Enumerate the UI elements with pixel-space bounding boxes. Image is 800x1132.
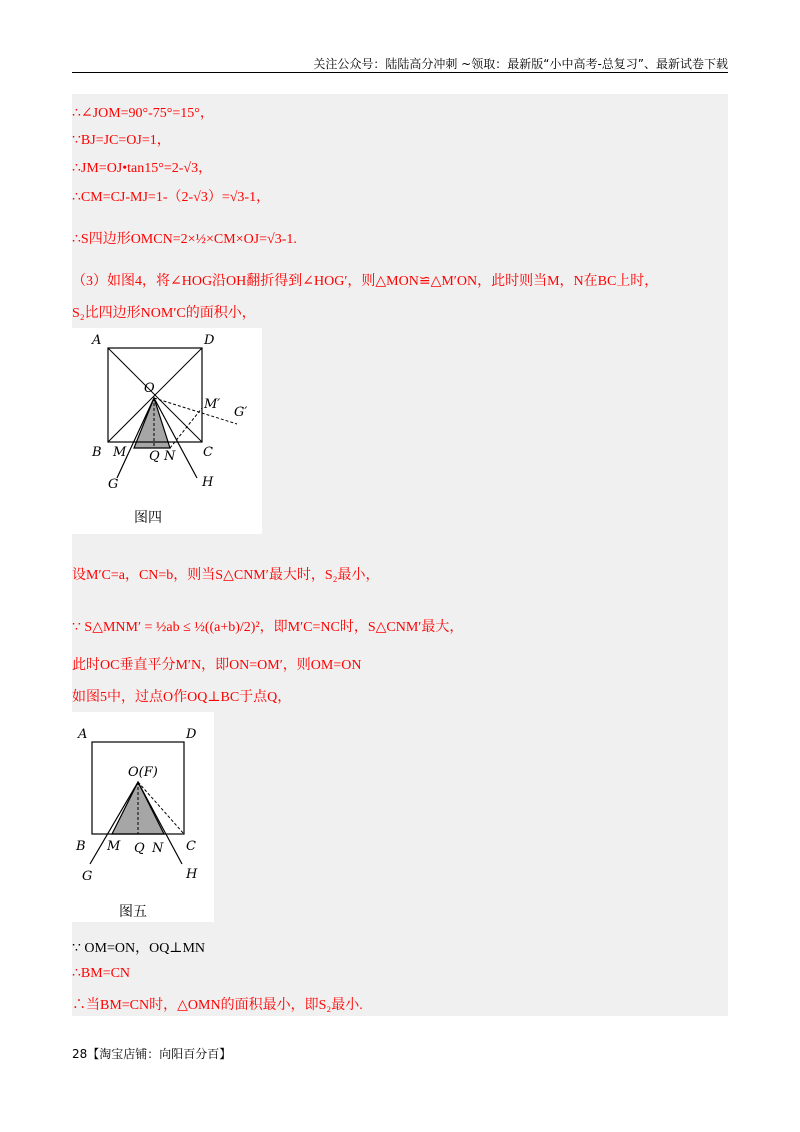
figure-4 bbox=[72, 328, 262, 534]
label-o-f: O(F) bbox=[128, 765, 158, 780]
solution-line-14: ∴当BM=CN时，△OMN的面积最小，即S₂最小. bbox=[72, 998, 363, 1013]
label-d: D bbox=[204, 333, 215, 348]
solution-line-5: ∴S四边形OMCN=2×½×CM×OJ=√3-1. bbox=[72, 232, 297, 247]
label-n: N bbox=[152, 841, 164, 856]
label-m: M bbox=[107, 839, 121, 854]
figure-4-caption: 图四 bbox=[134, 510, 162, 526]
label-m-prime: M′ bbox=[204, 397, 221, 412]
solution-line-9: ∵ S△MNM′ = ½ab ≤ ½((a+b)/2)²，即M′C=NC时，S△CNM′最大， bbox=[72, 620, 464, 635]
label-b: B bbox=[76, 839, 86, 854]
label-q: Q bbox=[134, 841, 145, 856]
label-q: Q bbox=[149, 449, 160, 464]
label-b: B bbox=[92, 445, 102, 460]
solution-line-12: ∵ OM=ON，OQ⊥MN bbox=[72, 941, 206, 956]
solution-line-2: ∵BJ=JC=OJ=1， bbox=[72, 133, 171, 148]
label-g: G bbox=[82, 869, 93, 884]
label-a: A bbox=[78, 727, 88, 742]
label-h: H bbox=[202, 475, 214, 490]
figure-5-caption: 图五 bbox=[119, 904, 147, 920]
solution-line-7: S₂比四边形NOM′C的面积小， bbox=[72, 306, 256, 321]
label-h: H bbox=[186, 867, 198, 882]
figure-5 bbox=[72, 712, 214, 922]
solution-line-1: ∴∠JOM=90°-75°=15°， bbox=[72, 106, 214, 121]
solution-panel bbox=[72, 94, 728, 1016]
solution-line-10: 此时OC垂直平分M′N，即ON=OM′，则OM=ON bbox=[72, 658, 362, 673]
figure-4-diagram bbox=[72, 328, 262, 534]
label-a: A bbox=[92, 333, 102, 348]
label-o: O bbox=[144, 381, 155, 396]
page-header: 关注公众号：陆陆高分冲刺 ~领取：最新版“小中高考-总复习”、最新试卷下载 bbox=[313, 57, 728, 71]
solution-line-11: 如图5中，过点O作OQ⊥BC于点Q， bbox=[72, 690, 292, 705]
label-n: N bbox=[164, 449, 176, 464]
label-c: C bbox=[186, 839, 196, 854]
solution-line-4: ∴CM=CJ-MJ=1-（2-√3）=√3-1， bbox=[72, 190, 271, 205]
solution-line-3: ∴JM=OJ•tan15°=2-√3， bbox=[72, 161, 213, 176]
solution-line-8: 设M′C=a，CN=b，则当S△CNM′最大时，S₂最小， bbox=[72, 568, 380, 583]
label-g: G bbox=[108, 477, 119, 492]
solution-line-13: ∴BM=CN bbox=[72, 966, 131, 981]
label-c: C bbox=[203, 445, 213, 460]
shaded-triangle-omn bbox=[134, 398, 170, 448]
label-m: M bbox=[113, 445, 127, 460]
solution-line-6: （3）如图4，将∠HOG沿OH翻折得到∠HOG′，则△MON≌△M′ON，此时则当M，N在BC上时， bbox=[72, 274, 659, 289]
header-divider bbox=[72, 72, 728, 73]
label-g-prime: G′ bbox=[234, 405, 248, 420]
page-footer: 28【淘宝店铺：向阳百分百】 bbox=[72, 1047, 232, 1061]
label-d: D bbox=[186, 727, 197, 742]
figure-5-diagram bbox=[72, 712, 214, 922]
